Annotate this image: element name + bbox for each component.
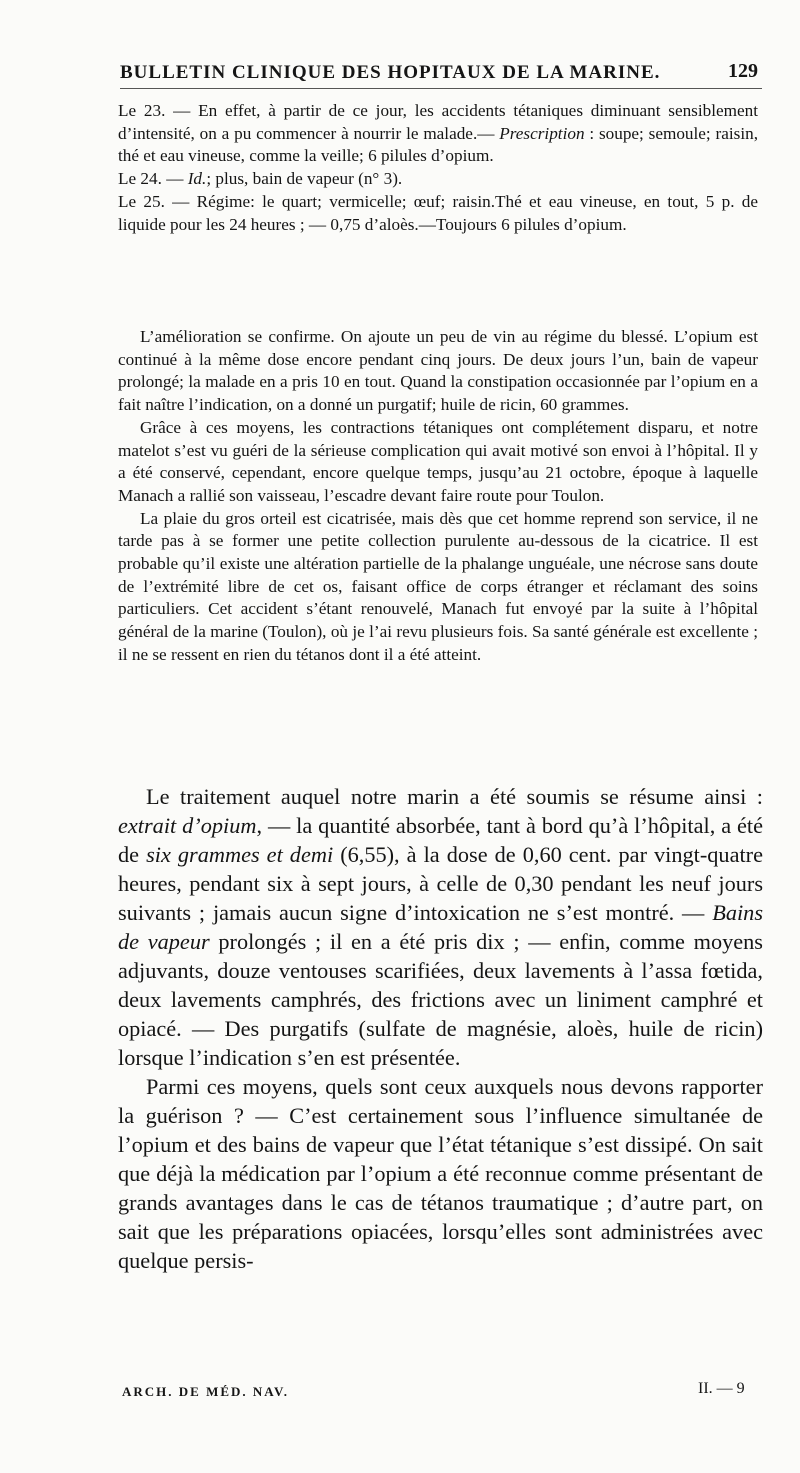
page-header xyxy=(120,54,762,89)
paragraph-day-25: Le 25. — Régime: le quart; vermicelle; œuf; raisin.Thé et eau vineuse, en tout, 5 p. de liquide pour les 24 heures ; — 0,75 d’aloès.—Toujours 6 pilules d’opium. xyxy=(118,191,758,234)
page-number: 129 xyxy=(728,60,758,82)
signature-mark: II. — 9 xyxy=(698,1380,745,1397)
paragraph-improvement: L’amélioration se confirme. On ajoute un peu de vin au régime du blessé. L’opium est continué à la même dose encore pendant cinq jours. De deux jours l’un, bain de vapeur prolongé; la malade en a pris 10 en tout. Quand la constipation occasionnée par l’opium en a fait naître l’indication, on a donné un purgatif; huile de ricin, 60 grammes. xyxy=(118,327,758,415)
running-title: BULLETIN CLINIQUE DES HOPITAUX DE LA MARINE. xyxy=(120,62,661,83)
daily-notes-block xyxy=(118,100,758,236)
paragraph-cure-discussion: Parmi ces moyens, quels sont ceux auxquels nous devons rapporter la guérison ? — C’est certainement sous l’influence simultanée de l’opium et des bains de vapeur que l’état tétanique s’est dissipé. On sait que déjà la médication par l’opium a été reconnue comme présentant de grands avantages dans le cas de tétanos traumatique ; d’autre part, on sait que les préparations opiacées, lorsqu’elles sont administrées avec quelque persis- xyxy=(118,1074,763,1273)
outcome-block xyxy=(118,326,758,667)
paragraph-treatment: Le traitement auquel notre marin a été soumis se résume ainsi : extrait d’opium, — la quantité absorbée, tant à bord qu’à l’hôpital, a été de six grammes et demi (6,55), à la dose de 0,60 cent. par vingt-quatre heures, pendant six à sept jours, à celle de 0,30 pendant les neuf jours suivants ; jamais aucun signe d’intoxication ne s’est montré. — Bains de vapeur prolongés ; il en a été pris dix ; — enfin, comme moyens adjuvants, douze ventouses scarifiées, deux lavements à l’assa fœtida, deux lavements camphrés, des frictions avec un liniment camphré et opiacé. — Des purgatifs (sulfate de magnésie, aloès, huile de ricin) lorsque l’indication s’en est présentée. xyxy=(118,784,763,1070)
paragraph-wound: La plaie du gros orteil est cicatrisée, mais dès que cet homme reprend son service, il ne tarde pas à se former une petite collection purulente au-dessous de la cicatrice. Il est probable qu’il existe une altération partielle de la phalange unguéale, une nécrose sans doute de l’extrémité libre de cet os, faisant office de corps étranger et réclamant des soins particuliers. Cet accident s’étant renouvelé, Manach fut envoyé par la suite à l’hôpital général de la marine (Toulon), où je l’ai revu plusieurs fois. Sa santé générale est excellente ; il ne se ressent en rien du tétanos dont il a été atteint. xyxy=(118,508,758,664)
journal-footer: ARCH. DE MÉD. NAV. xyxy=(122,1384,289,1399)
paragraph-day-24: Le 24. — Id.; plus, bain de vapeur (n° 3). xyxy=(118,169,403,189)
treatment-summary-block xyxy=(118,782,763,1275)
paragraph-recovery: Grâce à ces moyens, les contractions tétaniques ont complétement disparu, et notre matelot s’est vu guéri de la sérieuse complication qui avait motivé son envoi à l’hôpital. Il y a été conservé, cependant, encore quelque temps, jusqu’au 21 octobre, époque à laquelle Manach a rallié son vaisseau, l’escadre devant faire route pour Toulon. xyxy=(118,417,758,505)
paragraph-day-23: Le 23. — En effet, à partir de ce jour, les accidents tétaniques diminuant sensiblement d’intensité, on a pu commencer à nourrir le malade.— Prescription : soupe; semoule; raisin, thé et eau vineuse, comme la veille; 6 pilules d’opium. xyxy=(118,101,759,166)
